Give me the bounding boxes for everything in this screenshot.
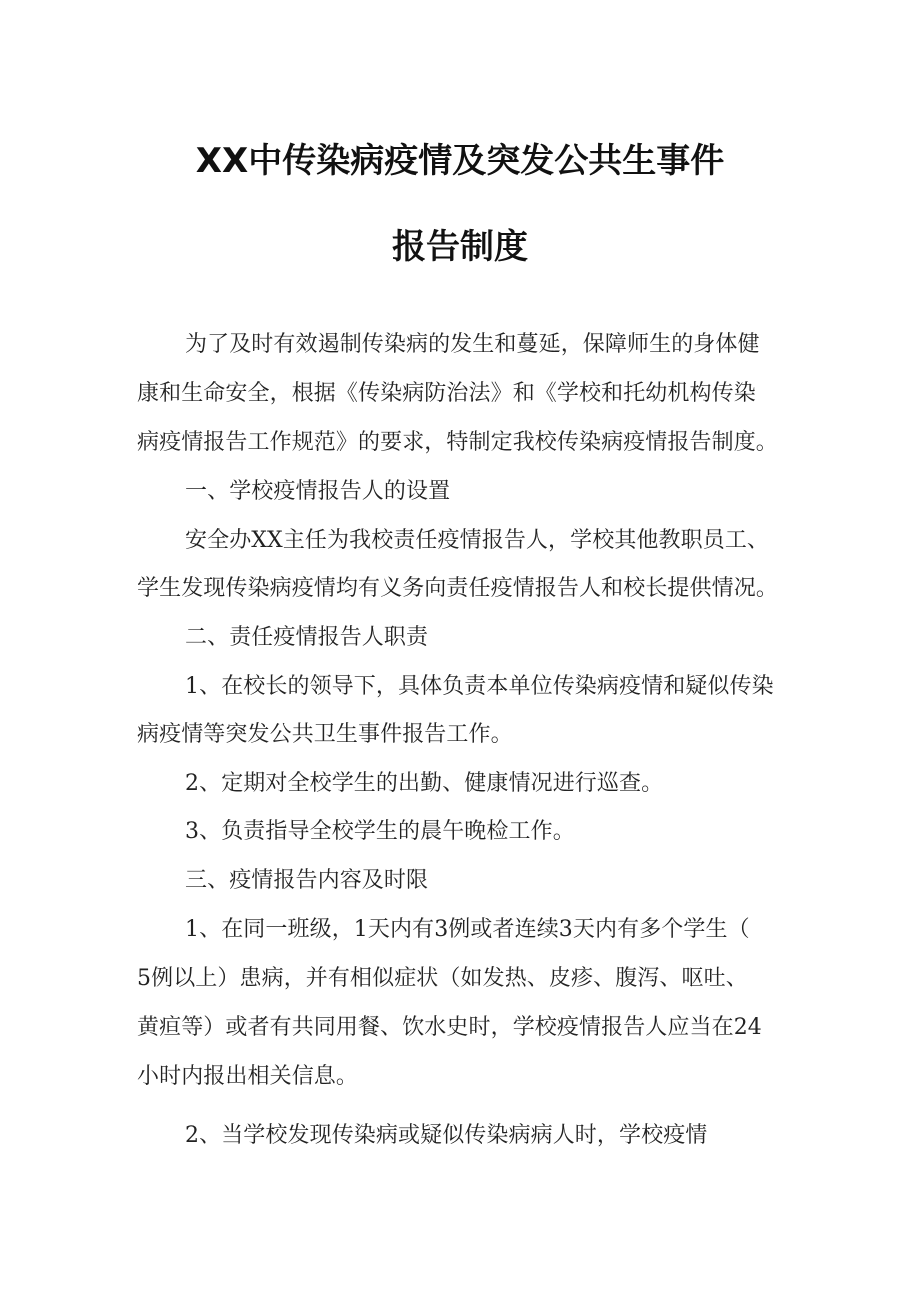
paragraph-line: 1、在校长的领导下，具体负责本单位传染病疫情和疑似传染 <box>185 674 774 699</box>
document-title-line-2: 报告制度 <box>392 227 528 267</box>
paragraph-line-part: 长提供情况。 <box>645 576 778 601</box>
section-heading: 一、学校疫情报告人的设置 <box>185 479 451 504</box>
paragraph-line: 病疫情等突发公共卫生事件报告工作。 <box>137 722 513 747</box>
paragraph-line: 小时内报出相关信息。 <box>137 1064 359 1089</box>
paragraph-line: 康和生命安全，根据《传染病防治法》和《学校和托幼机构传染 <box>137 381 756 406</box>
section-heading: 三、疫情报告内容及时限 <box>185 868 429 893</box>
paragraph-line-part: 学生发现传染病疫情均有义务向责任疫情报告人和校 <box>137 576 646 601</box>
paragraph-line: 黄疸等）或者有共同用餐、饮水史时，学校疫情报告人应当在24 <box>137 1015 762 1040</box>
paragraph-line: 3、负责指导全校学生的晨午晚检工作。 <box>185 819 575 844</box>
paragraph-line: 1、在同一班级，1天内有3例或者连续3天内有多个学生（ <box>185 917 750 942</box>
paragraph-line: 安全办XX主任为我校责任疫情报告人，学校其他教职员工、 <box>185 528 770 553</box>
paragraph-line: 2、当学校发现传染病或疑似传染病病人时，学校疫情 <box>185 1123 708 1148</box>
paragraph-line: 5例以上）患病，并有相似症状（如发热、皮疹、腹泻、呕吐、 <box>137 966 748 991</box>
document-title-line-1: XX中传染病疫情及突发公共生事件 <box>195 141 725 181</box>
paragraph-line: 为了及时有效遏制传染病的发生和蔓延，保障师生的身体健 <box>185 332 760 357</box>
section-heading: 二、责任疫情报告人职责 <box>185 625 429 650</box>
paragraph-line: 2、定期对全校学生的出勤、健康情况进行巡查。 <box>185 771 664 796</box>
paragraph-line <box>137 571 778 602</box>
paragraph-line: 病疫情报告工作规范》的要求，特制定我校传染病疫情报告制度。 <box>137 430 778 455</box>
